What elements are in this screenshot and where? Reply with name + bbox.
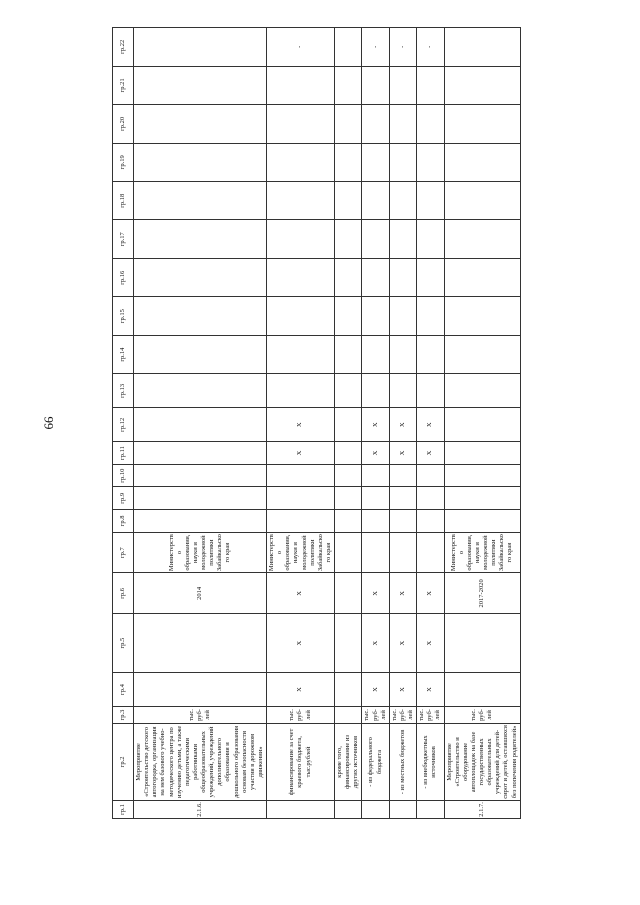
cell-gr19 (267, 143, 335, 181)
cell-gr21 (134, 66, 267, 104)
cell-gr9 (267, 487, 335, 510)
column-header: гр.9 (113, 487, 134, 510)
cell-gr18 (362, 182, 389, 220)
column-header: гр.22 (113, 28, 134, 67)
cell-executor: Министерство образования, науки и молодежной политики Забайкальского края (134, 532, 267, 573)
cell-period: X (417, 573, 444, 614)
cell-gr10 (335, 464, 362, 487)
cell-gr13 (362, 374, 389, 408)
column-header: гр.1 (113, 800, 134, 818)
cell-gr17 (335, 220, 362, 258)
row-description: Мероприятие «Строительство и оборудование автоплощадок на базе государственных образовательных учреждений для детей-сирот и детей, оставшихся без попечения родителей» (444, 723, 520, 800)
table-row (267, 28, 335, 819)
cell-gr17 (134, 220, 267, 258)
row-number (389, 800, 416, 818)
cell-gr12 (335, 408, 362, 442)
cell-gr22 (444, 28, 520, 67)
column-header: гр.11 (113, 442, 134, 465)
cell-gr5: X (389, 614, 416, 673)
row-unit: тыс. руб-лей (417, 707, 444, 724)
cell-gr19 (417, 143, 444, 181)
cell-gr16 (134, 258, 267, 296)
cell-executor (389, 532, 416, 573)
cell-gr11 (134, 442, 267, 465)
cell-gr8 (444, 510, 520, 533)
cell-gr20 (267, 105, 335, 143)
header-row (113, 28, 134, 819)
cell-gr21 (389, 66, 416, 104)
cell-gr18 (335, 182, 362, 220)
row-description: кроме того, финансирование из других источников (335, 723, 362, 800)
cell-gr11 (444, 442, 520, 465)
cell-gr13 (134, 374, 267, 408)
cell-gr4: X (389, 673, 416, 707)
cell-gr21 (417, 66, 444, 104)
cell-gr9 (444, 487, 520, 510)
cell-gr20 (335, 105, 362, 143)
cell-gr12: X (389, 408, 416, 442)
table-row (444, 28, 520, 819)
row-number: 2.1.7. (444, 800, 520, 818)
cell-gr13 (267, 374, 335, 408)
cell-gr12 (134, 408, 267, 442)
cell-gr4 (134, 673, 267, 707)
cell-period: 2017-2020 (444, 573, 520, 614)
cell-gr18 (389, 182, 416, 220)
column-header: гр.18 (113, 182, 134, 220)
cell-gr17 (389, 220, 416, 258)
cell-executor (417, 532, 444, 573)
column-header: гр.20 (113, 105, 134, 143)
cell-gr14 (389, 335, 416, 373)
cell-gr14 (267, 335, 335, 373)
row-unit: тыс. руб-лей (267, 707, 335, 724)
cell-gr9 (335, 487, 362, 510)
cell-period: 2014 (134, 573, 267, 614)
cell-gr5 (335, 614, 362, 673)
cell-gr17 (362, 220, 389, 258)
cell-gr8 (134, 510, 267, 533)
cell-gr10 (417, 464, 444, 487)
cell-gr13 (389, 374, 416, 408)
column-header: гр.14 (113, 335, 134, 373)
cell-gr14 (444, 335, 520, 373)
row-number (267, 800, 335, 818)
cell-gr19 (362, 143, 389, 181)
cell-gr22 (134, 28, 267, 67)
row-unit: тыс. руб-лей (389, 707, 416, 724)
cell-period: X (267, 573, 335, 614)
cell-gr20 (134, 105, 267, 143)
cell-gr13 (444, 374, 520, 408)
cell-gr20 (444, 105, 520, 143)
cell-gr5 (444, 614, 520, 673)
cell-gr21 (362, 66, 389, 104)
cell-gr15 (444, 297, 520, 335)
cell-gr8 (389, 510, 416, 533)
row-description: финансирование за счет краевого бюджета, тыс.рублей (267, 723, 335, 800)
cell-gr12: X (362, 408, 389, 442)
rotated-table-wrapper (112, 27, 518, 819)
cell-gr8 (362, 510, 389, 533)
cell-gr12 (444, 408, 520, 442)
cell-gr14 (362, 335, 389, 373)
program-table (112, 27, 521, 819)
cell-gr22: - (389, 28, 416, 67)
column-header: гр.3 (113, 707, 134, 724)
cell-gr16 (362, 258, 389, 296)
cell-gr17 (267, 220, 335, 258)
cell-gr4: X (267, 673, 335, 707)
cell-gr11 (335, 442, 362, 465)
cell-gr10 (134, 464, 267, 487)
row-number (335, 800, 362, 818)
cell-gr5: X (362, 614, 389, 673)
cell-gr8 (335, 510, 362, 533)
cell-gr9 (417, 487, 444, 510)
row-unit (335, 707, 362, 724)
cell-gr22: - (362, 28, 389, 67)
cell-gr16 (389, 258, 416, 296)
column-header: гр.19 (113, 143, 134, 181)
cell-gr18 (134, 182, 267, 220)
table-row (417, 28, 444, 819)
cell-gr15 (417, 297, 444, 335)
cell-gr9 (362, 487, 389, 510)
column-header: гр.4 (113, 673, 134, 707)
cell-gr10 (362, 464, 389, 487)
cell-gr9 (134, 487, 267, 510)
cell-gr5 (134, 614, 267, 673)
cell-gr22: - (417, 28, 444, 67)
cell-gr21 (335, 66, 362, 104)
column-header: гр.8 (113, 510, 134, 533)
row-number: 2.1.6. (134, 800, 267, 818)
cell-gr14 (335, 335, 362, 373)
cell-gr17 (444, 220, 520, 258)
cell-gr8 (417, 510, 444, 533)
cell-gr19 (389, 143, 416, 181)
cell-gr11: X (362, 442, 389, 465)
cell-executor: Министерство образования, науки и молодежной политики Забайкальского края (444, 532, 520, 573)
cell-period (335, 573, 362, 614)
cell-gr21 (267, 66, 335, 104)
column-header: гр.5 (113, 614, 134, 673)
cell-gr16 (335, 258, 362, 296)
cell-gr15 (389, 297, 416, 335)
cell-gr22: - (267, 28, 335, 67)
table-row (335, 28, 362, 819)
page-number: 66 (41, 416, 56, 430)
column-header: гр.15 (113, 297, 134, 335)
column-header: гр.10 (113, 464, 134, 487)
column-header: гр.7 (113, 532, 134, 573)
column-header: гр.2 (113, 723, 134, 800)
cell-gr18 (444, 182, 520, 220)
row-number (362, 800, 389, 818)
row-description: - из федерального бюджета (362, 723, 389, 800)
cell-gr15 (134, 297, 267, 335)
table-row (389, 28, 416, 819)
cell-gr10 (444, 464, 520, 487)
table-row (134, 28, 267, 819)
row-number (417, 800, 444, 818)
cell-gr9 (389, 487, 416, 510)
cell-period: X (362, 573, 389, 614)
row-description: - из местных бюджетов (389, 723, 416, 800)
cell-gr20 (362, 105, 389, 143)
cell-gr19 (134, 143, 267, 181)
cell-gr4 (444, 673, 520, 707)
cell-gr19 (444, 143, 520, 181)
cell-executor (362, 532, 389, 573)
table-row (362, 28, 389, 819)
cell-gr11: X (417, 442, 444, 465)
cell-gr20 (417, 105, 444, 143)
cell-gr5: X (267, 614, 335, 673)
cell-executor (335, 532, 362, 573)
cell-gr18 (267, 182, 335, 220)
column-header: гр.6 (113, 573, 134, 614)
cell-gr12: X (417, 408, 444, 442)
cell-gr11: X (389, 442, 416, 465)
cell-gr13 (335, 374, 362, 408)
cell-gr19 (335, 143, 362, 181)
column-header: гр.13 (113, 374, 134, 408)
cell-gr20 (389, 105, 416, 143)
cell-gr17 (417, 220, 444, 258)
cell-gr4: X (417, 673, 444, 707)
cell-gr14 (417, 335, 444, 373)
cell-gr22 (335, 28, 362, 67)
cell-gr10 (267, 464, 335, 487)
cell-gr5: X (417, 614, 444, 673)
row-description: - из внебюджетных источников (417, 723, 444, 800)
cell-gr12: X (267, 408, 335, 442)
cell-gr11: X (267, 442, 335, 465)
column-header: гр.17 (113, 220, 134, 258)
column-header: гр.16 (113, 258, 134, 296)
cell-gr4: X (362, 673, 389, 707)
cell-gr16 (267, 258, 335, 296)
column-header: гр.21 (113, 66, 134, 104)
cell-executor: Министерство образования, науки и молодежной политики Забайкальского края (267, 532, 335, 573)
cell-gr18 (417, 182, 444, 220)
cell-gr16 (417, 258, 444, 296)
cell-gr15 (335, 297, 362, 335)
cell-gr8 (267, 510, 335, 533)
row-unit: тыс. руб-лей (444, 707, 520, 724)
row-unit: тыс. руб-лей (134, 707, 267, 724)
row-description: Мероприятие «Строительство детского автогородка, организация на нем базового учебно-методического центра по изучению детьми, а также педагогическими работниками общеобразовательных учреждений, учреждений дополнительного образования и дошкольного образования основам безопасности участия в дорожном движении» (134, 723, 267, 800)
cell-gr15 (267, 297, 335, 335)
cell-gr4 (335, 673, 362, 707)
cell-gr13 (417, 374, 444, 408)
column-header: гр.12 (113, 408, 134, 442)
cell-period: X (389, 573, 416, 614)
cell-gr14 (134, 335, 267, 373)
cell-gr21 (444, 66, 520, 104)
row-unit: тыс. руб-лей (362, 707, 389, 724)
cell-gr15 (362, 297, 389, 335)
cell-gr10 (389, 464, 416, 487)
cell-gr16 (444, 258, 520, 296)
